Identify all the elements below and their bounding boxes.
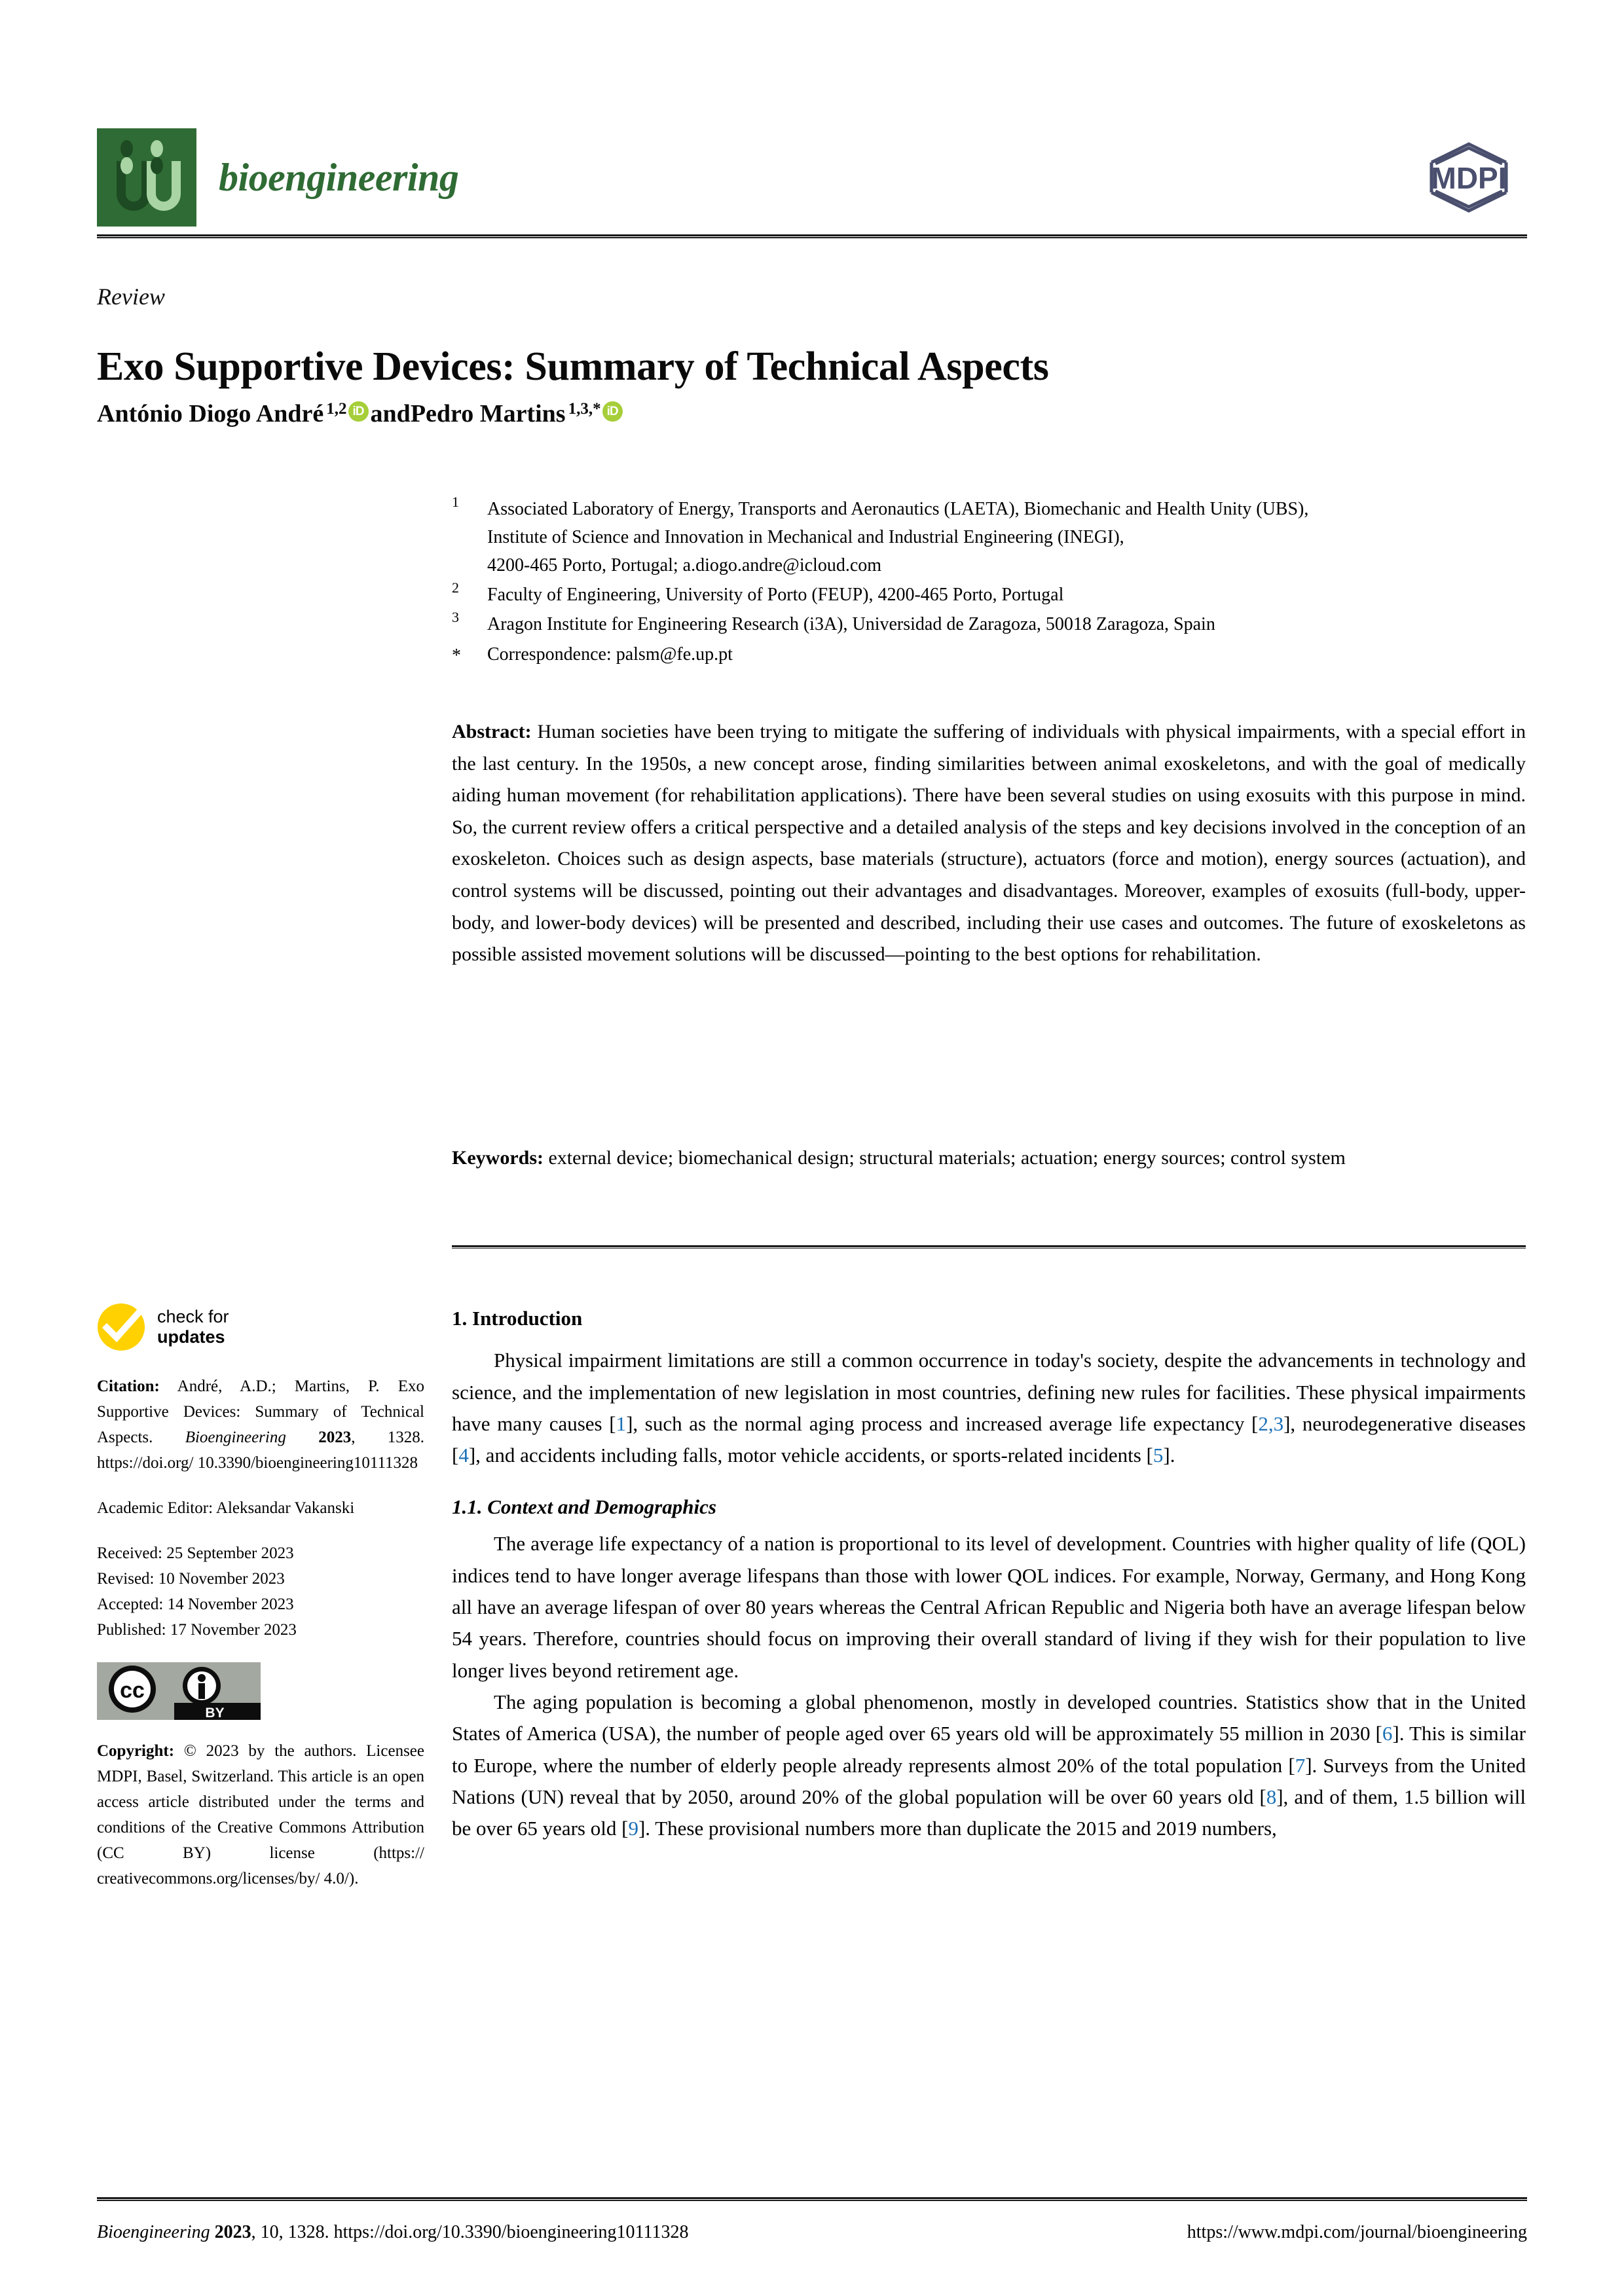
citation-ref-2-3[interactable]: 2,3 — [1258, 1412, 1284, 1436]
paragraph-intro-1 — [452, 1345, 1526, 1471]
citation-authors: André, A.D.; Martins, P. Exo Supportive Devices: Summary of Technical Aspects. — [97, 1377, 424, 1446]
para-text: ]. Surveys from the United Nations (UN) reveal that by 2050, around 20% of the global population will be over 60 years old [ — [452, 1753, 1526, 1809]
affiliation-line: Associated Laboratory of Energy, Transports and Aeronautics (LAETA), Biomechanic and Health Unity (UBS), — [487, 499, 1309, 519]
citation-ref-8[interactable]: 8 — [1266, 1785, 1277, 1809]
section-heading-introduction: 1. Introduction — [452, 1307, 583, 1330]
svg-text:cc: cc — [120, 1678, 145, 1703]
orcid-icon[interactable]: iD — [348, 401, 369, 422]
publication-dates — [97, 1540, 424, 1643]
citation-label: Citation: — [97, 1377, 160, 1395]
affiliations-block — [452, 495, 1526, 670]
document-type-label: Review — [97, 283, 165, 310]
para-text: ], neurodegenerative diseases [ — [452, 1412, 1526, 1467]
para-text: ]. — [1163, 1444, 1175, 1467]
journal-brand — [97, 128, 458, 227]
check-updates-line-1: check for — [157, 1306, 229, 1326]
abstract-label: Abstract: — [452, 721, 532, 742]
author-affiliation-sup-2: 1,3,* — [568, 400, 601, 418]
abstract-divider — [452, 1245, 1526, 1248]
footer-citation — [97, 2222, 688, 2243]
author-conjunction: and — [370, 400, 411, 428]
page-title: Exo Supportive Devices: Summary of Technical Aspects — [97, 344, 1049, 389]
citation-rest: , 1328. https://doi.org/ 10.3390/bioengineering10111328 — [97, 1429, 425, 1472]
orcid-icon[interactable]: iD — [602, 401, 623, 422]
bioengineering-journal-logo-icon — [97, 128, 196, 227]
cc-by-license-badge-icon[interactable] — [97, 1662, 261, 1720]
citation-year: 2023 — [318, 1429, 352, 1446]
footer-divider — [97, 2197, 1527, 2201]
citation-ref-7[interactable]: 7 — [1295, 1753, 1306, 1777]
citation-journal: Bioengineering — [185, 1429, 286, 1446]
citation-ref-4[interactable]: 4 — [458, 1444, 469, 1467]
mdpi-wordmark: MDPI — [1431, 161, 1507, 195]
check-for-updates-badge[interactable] — [97, 1303, 424, 1351]
check-for-updates-label — [157, 1307, 229, 1347]
citation-ref-6[interactable]: 6 — [1382, 1722, 1393, 1745]
affiliation-row — [452, 610, 1526, 638]
affiliation-text — [487, 495, 1526, 579]
svg-text:BY: BY — [205, 1705, 225, 1720]
date-received: Received: 25 September 2023 — [97, 1544, 294, 1562]
affiliation-marker: 2 — [452, 579, 459, 596]
header-divider — [97, 234, 1527, 238]
masthead — [97, 128, 1527, 227]
affiliation-text: Faculty of Engineering, University of Porto (FEUP), 4200-465 Porto, Portugal — [487, 585, 1064, 606]
affiliation-row — [452, 640, 1526, 668]
abstract-block — [452, 716, 1526, 971]
correspondence-marker: * — [452, 645, 461, 666]
copyright-label: Copyright: — [97, 1742, 175, 1760]
affiliation-row — [452, 581, 1526, 609]
date-accepted: Accepted: 14 November 2023 — [97, 1595, 294, 1613]
keywords-text: external device; biomechanical design; structural materials; actuation; energy sources; control system — [543, 1147, 1346, 1169]
affiliation-marker: 3 — [452, 609, 459, 626]
date-revised: Revised: 10 November 2023 — [97, 1570, 285, 1588]
footer-journal: Bioengineering — [97, 2222, 210, 2242]
check-circle-icon — [97, 1303, 145, 1351]
para-text: ], and accidents including falls, motor vehicle accidents, or sports-related incidents [ — [468, 1444, 1153, 1467]
affiliation-line: 4200-465 Porto, Portugal; a.diogo.andre@icloud.com — [487, 555, 882, 576]
para-text: ]. These provisional numbers more than duplicate the 2015 and 2019 numbers, — [638, 1817, 1277, 1840]
para-text: The aging population is becoming a global phenomenon, mostly in developed countries. Statistics show that in the United States of America (USA), the number of people aged over 65 years old will be approximately 55 million in 2030 [ — [452, 1690, 1526, 1745]
mdpi-publisher-logo-icon — [1411, 139, 1527, 216]
keywords-block — [452, 1142, 1526, 1175]
main-content-column — [452, 1303, 1526, 1845]
keywords-label: Keywords: — [452, 1147, 544, 1169]
author-name-1: António Diogo André — [97, 400, 324, 428]
para-text: ], and of them, 1.5 billion will be over 65 years old [ — [452, 1785, 1526, 1840]
affiliation-marker: 1 — [452, 494, 459, 510]
citation-ref-9[interactable]: 9 — [628, 1817, 638, 1840]
metadata-sidebar — [97, 1303, 424, 1891]
affiliation-line: Institute of Science and Innovation in Mechanical and Industrial Engineering (INEGI), — [487, 527, 1124, 548]
affiliation-text: Aragon Institute for Engineering Research (i3A), Universidad de Zaragoza, 50018 Zaragoza, Spain — [487, 614, 1215, 635]
footer-rest: , 10, 1328. https://doi.org/10.3390/bioengineering10111328 — [251, 2222, 689, 2242]
date-published: Published: 17 November 2023 — [97, 1621, 297, 1639]
paragraph-intro-3 — [452, 1686, 1526, 1845]
paragraph-intro-2: The average life expectancy of a nation is proportional to its level of development. Countries with higher quality of life (QOL) indices tend to have longer average lifespans than those with lower QOL indices. For example, Norway, Germany, and Hong Kong all have an average lifespan of over 80 years whereas the Central African Republic and Nigeria both have an average lifespan below 54 years. Therefore, countries should focus on improving their overall standard of living if they wish for their population to live longer lives beyond retirement age. — [452, 1532, 1526, 1682]
affiliation-row — [452, 495, 1526, 579]
footer-year: 2023 — [214, 2222, 251, 2242]
para-text: ]. This is similar to Europe, where the number of elderly people already represents almost 20% of the total population [ — [452, 1722, 1526, 1777]
author-list — [97, 399, 625, 428]
journal-title: bioengineering — [219, 155, 459, 199]
subsection-heading-context: 1.1. Context and Demographics — [452, 1495, 716, 1518]
academic-editor: Academic Editor: Aleksandar Vakanski — [97, 1499, 355, 1517]
footer-journal-url: https://www.mdpi.com/journal/bioengineering — [1187, 2222, 1527, 2242]
abstract-text: Human societies have been trying to mitigate the suffering of individuals with physical impairments, with a special effort in the last century. In the 1950s, a new concept arose, finding similarities between animal exoskeletons, and with the goal of medically aiding human movement (for rehabilitation applications). There have been several studies on using exosuits with this purpose in mind. So, the current review offers a critical perspective and a detailed analysis of the steps and key decisions involved in the conception of an exoskeleton. Choices such as design aspects, base materials (structure), actuators (force and motion), energy sources (actuation), and control systems will be discussed, pointing out their advantages and disadvantages. Moreover, examples of exosuits (full-body, upper-body, and lower-body devices) will be presented and described, including their use cases and outcomes. The future of exoskeletons as possible assisted movement solutions will be discussed—pointing to the best options for rehabilitation. — [452, 721, 1526, 966]
citation-ref-5[interactable]: 5 — [1153, 1444, 1164, 1467]
copyright-block — [97, 1738, 424, 1891]
correspondence-text: Correspondence: palsm@fe.up.pt — [487, 644, 733, 665]
page-footer — [97, 2222, 1527, 2243]
check-updates-line-2: updates — [157, 1327, 225, 1347]
copyright-text: © 2023 by the authors. Licensee MDPI, Basel, Switzerland. This article is an open access article distributed under the terms and conditions of the Creative Commons Attribution (CC BY) license (https:// creativecommons.org/licenses/by/ 4.0/). — [97, 1742, 424, 1887]
citation-block — [97, 1374, 424, 1476]
author-affiliation-sup-1: 1,2 — [326, 400, 347, 418]
para-text: Physical impairment limitations are still a common occurrence in today's society, despite the advancements in technology and science, and the implementation of new legislation in most countries, defining new rules for facilities. These physical impairments have many causes [ — [452, 1349, 1526, 1436]
author-name-2: Pedro Martins — [410, 400, 566, 428]
para-text: ], such as the normal aging process and increased average life expectancy [ — [626, 1412, 1259, 1436]
citation-ref-1[interactable]: 1 — [616, 1412, 627, 1436]
